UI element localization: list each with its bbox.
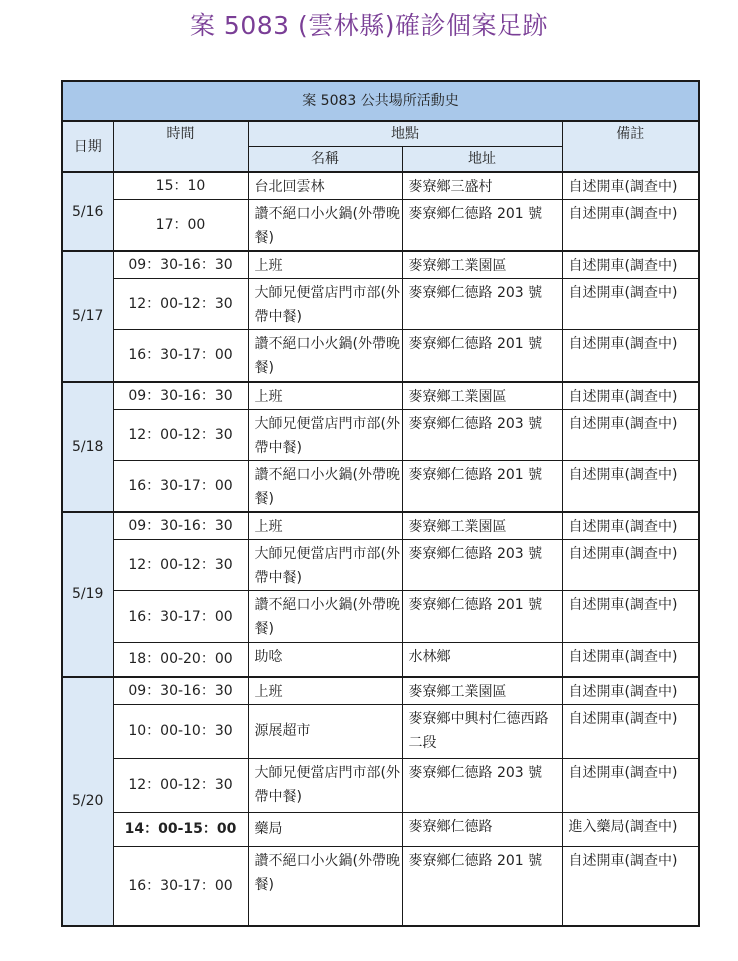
header-address: 地址 bbox=[402, 147, 562, 173]
header-note: 備註 bbox=[562, 121, 699, 172]
note-cell: 自述開車(調查中) bbox=[562, 591, 699, 643]
table-row bbox=[62, 812, 699, 846]
address-cell: 麥寮鄉三盛村 bbox=[402, 172, 562, 200]
note-cell: 自述開車(調查中) bbox=[562, 758, 699, 812]
table-row bbox=[62, 846, 699, 926]
address-cell: 麥寮鄉仁德路 203 號 bbox=[402, 758, 562, 812]
header-name: 名稱 bbox=[248, 147, 402, 173]
name-cell: 台北回雲林 bbox=[248, 172, 402, 200]
table-row bbox=[62, 758, 699, 812]
table-row bbox=[62, 279, 699, 330]
name-cell: 上班 bbox=[248, 382, 402, 410]
table-row bbox=[62, 512, 699, 540]
page-title: 案 5083 (雲林縣)確診個案足跡 bbox=[189, 11, 549, 40]
time-cell: 16：30-17：00 bbox=[113, 591, 248, 643]
time-cell: 16：30-17：00 bbox=[113, 846, 248, 926]
name-cell: 大師兄便當店門市部(外帶中餐) bbox=[248, 409, 402, 460]
header-date: 日期 bbox=[62, 121, 113, 172]
address-cell: 麥寮鄉工業園區 bbox=[402, 382, 562, 410]
time-cell: 16：30-17：00 bbox=[113, 460, 248, 512]
time-cell: 12：00-12：30 bbox=[113, 540, 248, 591]
address-cell: 麥寮鄉工業園區 bbox=[402, 251, 562, 279]
table-row bbox=[62, 643, 699, 677]
address-cell: 麥寮鄉仁德路 201 號 bbox=[402, 591, 562, 643]
table-row bbox=[62, 172, 699, 200]
table-row bbox=[62, 330, 699, 382]
table-row bbox=[62, 200, 699, 252]
table-row bbox=[62, 460, 699, 512]
time-cell: 09：30-16：30 bbox=[113, 512, 248, 540]
time-cell: 12：00-12：30 bbox=[113, 758, 248, 812]
note-cell: 進入藥局(調查中) bbox=[562, 812, 699, 846]
address-cell: 麥寮鄉仁德路 203 號 bbox=[402, 279, 562, 330]
date-cell: 5/16 bbox=[62, 172, 113, 251]
note-cell: 自述開車(調查中) bbox=[562, 409, 699, 460]
note-cell: 自述開車(調查中) bbox=[562, 846, 699, 926]
address-cell: 麥寮鄉工業園區 bbox=[402, 512, 562, 540]
name-cell: 大師兄便當店門市部(外帶中餐) bbox=[248, 279, 402, 330]
name-cell: 上班 bbox=[248, 677, 402, 705]
name-cell: 讚不絕口小火鍋(外帶晚餐) bbox=[248, 460, 402, 512]
header-time: 時間 bbox=[113, 121, 248, 172]
table-row bbox=[62, 677, 699, 705]
note-cell: 自述開車(調查中) bbox=[562, 251, 699, 279]
time-cell: 15：10 bbox=[113, 172, 248, 200]
note-cell: 自述開車(調查中) bbox=[562, 382, 699, 410]
address-cell: 水林鄉 bbox=[402, 643, 562, 677]
name-cell: 助唸 bbox=[248, 643, 402, 677]
activity-table bbox=[61, 80, 700, 927]
note-cell: 自述開車(調查中) bbox=[562, 512, 699, 540]
note-cell: 自述開車(調查中) bbox=[562, 704, 699, 758]
table-row bbox=[62, 704, 699, 758]
table-caption: 案 5083 公共場所活動史 bbox=[62, 81, 699, 121]
address-cell: 麥寮鄉仁德路 201 號 bbox=[402, 330, 562, 382]
address-cell: 麥寮鄉仁德路 203 號 bbox=[402, 540, 562, 591]
time-cell: 12：00-12：30 bbox=[113, 409, 248, 460]
note-cell: 自述開車(調查中) bbox=[562, 677, 699, 705]
address-cell: 麥寮鄉仁德路 201 號 bbox=[402, 460, 562, 512]
date-cell: 5/20 bbox=[62, 677, 113, 927]
note-cell: 自述開車(調查中) bbox=[562, 643, 699, 677]
time-cell: 09：30-16：30 bbox=[113, 382, 248, 410]
time-cell: 09：30-16：30 bbox=[113, 677, 248, 705]
name-cell: 藥局 bbox=[248, 812, 402, 846]
address-cell: 麥寮鄉仁德路 201 號 bbox=[402, 846, 562, 926]
address-cell: 麥寮鄉工業園區 bbox=[402, 677, 562, 705]
time-cell: 17：00 bbox=[113, 200, 248, 252]
note-cell: 自述開車(調查中) bbox=[562, 200, 699, 252]
table-row bbox=[62, 540, 699, 591]
time-cell: 09：30-16：30 bbox=[113, 251, 248, 279]
note-cell: 自述開車(調查中) bbox=[562, 540, 699, 591]
time-cell: 16：30-17：00 bbox=[113, 330, 248, 382]
name-cell: 大師兄便當店門市部(外帶中餐) bbox=[248, 540, 402, 591]
table-row bbox=[62, 591, 699, 643]
address-cell: 麥寮鄉中興村仁德西路二段 bbox=[402, 704, 562, 758]
name-cell: 大師兄便當店門市部(外帶中餐) bbox=[248, 758, 402, 812]
note-cell: 自述開車(調查中) bbox=[562, 460, 699, 512]
name-cell: 上班 bbox=[248, 251, 402, 279]
date-cell: 5/19 bbox=[62, 512, 113, 677]
name-cell: 上班 bbox=[248, 512, 402, 540]
address-cell: 麥寮鄉仁德路 201 號 bbox=[402, 200, 562, 252]
table-row bbox=[62, 409, 699, 460]
note-cell: 自述開車(調查中) bbox=[562, 330, 699, 382]
table-row bbox=[62, 251, 699, 279]
name-cell: 讚不絕口小火鍋(外帶晚餐) bbox=[248, 330, 402, 382]
table-row bbox=[62, 382, 699, 410]
name-cell: 讚不絕口小火鍋(外帶晚餐) bbox=[248, 200, 402, 252]
name-cell: 讚不絕口小火鍋(外帶晚餐) bbox=[248, 846, 402, 926]
time-cell: 18：00-20：00 bbox=[113, 643, 248, 677]
name-cell: 讚不絕口小火鍋(外帶晚餐) bbox=[248, 591, 402, 643]
date-cell: 5/17 bbox=[62, 251, 113, 382]
time-cell: 12：00-12：30 bbox=[113, 279, 248, 330]
name-cell: 源展超市 bbox=[248, 704, 402, 758]
date-cell: 5/18 bbox=[62, 382, 113, 513]
time-cell: 14：00-15：00 bbox=[113, 812, 248, 846]
note-cell: 自述開車(調查中) bbox=[562, 172, 699, 200]
address-cell: 麥寮鄉仁德路 bbox=[402, 812, 562, 846]
address-cell: 麥寮鄉仁德路 203 號 bbox=[402, 409, 562, 460]
header-place: 地點 bbox=[248, 121, 562, 147]
time-cell: 10：00-10：30 bbox=[113, 704, 248, 758]
note-cell: 自述開車(調查中) bbox=[562, 279, 699, 330]
